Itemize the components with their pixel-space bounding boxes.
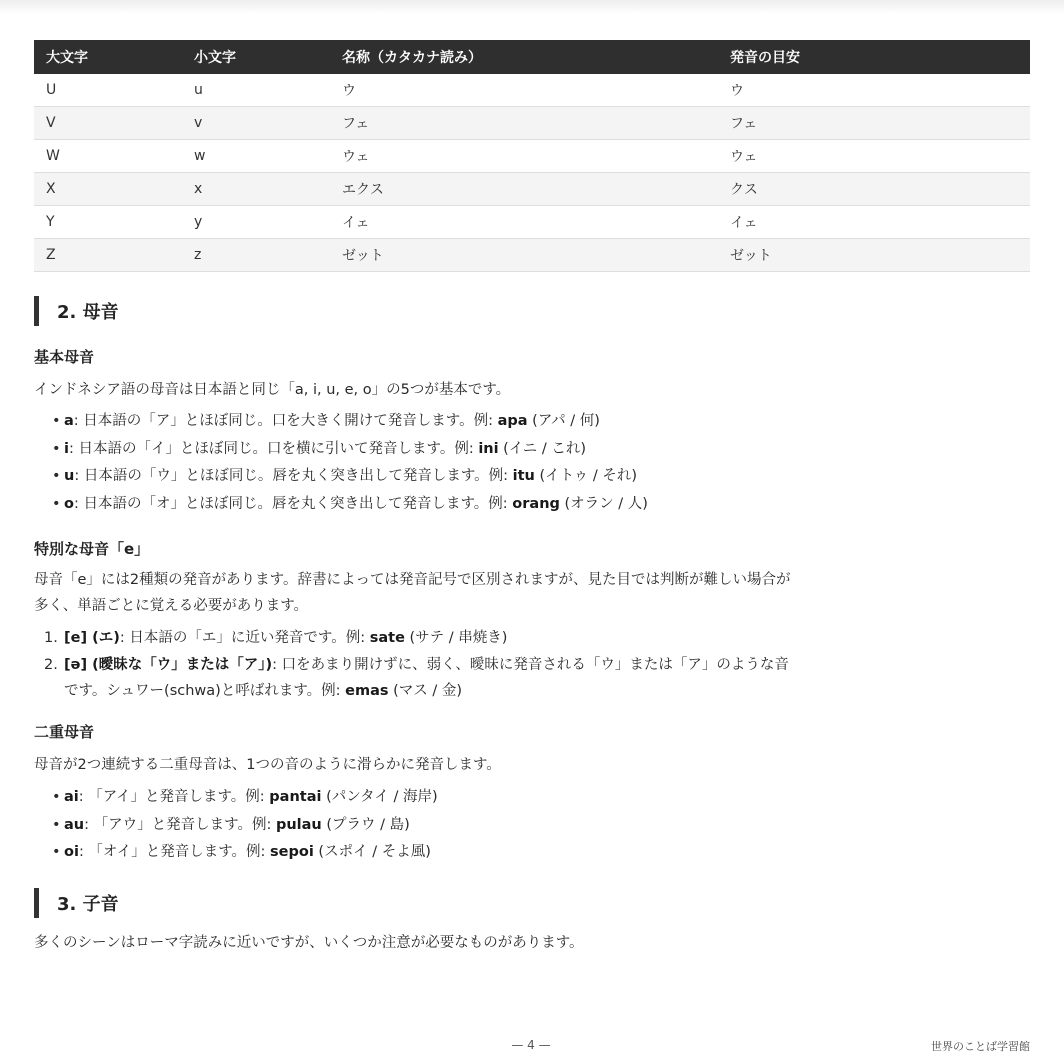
heading-accent-bar <box>34 296 39 326</box>
item-text: : 日本語の「イ」とほぼ同じ。口を横に引いて発音します。例: <box>68 440 479 457</box>
column-header-pronunciation: 発音の目安 <box>718 40 1030 74</box>
vowel-key: a <box>64 413 74 429</box>
heading-accent-bar <box>34 888 39 918</box>
list-item <box>34 625 1030 651</box>
table-cell: ウ <box>718 74 1030 107</box>
section-title: 2. 母音 <box>57 302 119 323</box>
list-item <box>34 784 1030 812</box>
item-text: : 日本語の「オ」とほぼ同じ。唇を丸く突き出して発音します。例: <box>73 495 513 512</box>
subheading-special-e: 特別な母音「e」 <box>34 540 150 558</box>
diphthong-list <box>34 784 1030 867</box>
section-heading-vowels <box>34 295 119 327</box>
example-gloss: (イニ / これ) <box>498 440 587 457</box>
example-word: sepoi <box>270 844 314 860</box>
page-number: — 4 — <box>511 1038 551 1052</box>
table-header-row <box>34 40 1030 74</box>
example-gloss: (アパ / 何) <box>527 413 600 429</box>
vowel-key: au <box>64 816 85 833</box>
item-text: : 口をあまり開けずに、弱く、曖昧に発音される「ウ」または「ア」のような音 <box>272 657 789 673</box>
table-row <box>34 74 1030 107</box>
table-cell: フェ <box>330 107 718 140</box>
table-cell: X <box>34 173 182 206</box>
document-page <box>34 0 1030 1064</box>
table-cell: イェ <box>718 206 1030 239</box>
example-gloss: (プラウ / 島) <box>321 816 410 833</box>
example-gloss: (オラン / 人) <box>559 495 648 512</box>
vowel-key: [e] (エ) <box>64 630 120 646</box>
paragraph-basic-vowels: インドネシア語の母音は日本語と同じ「a, i, u, e, o」の5つが基本です。 <box>34 382 511 398</box>
list-item <box>34 436 1030 464</box>
item-text-continued: です。シュワー(schwa)と呼ばれます。例: <box>64 683 346 699</box>
example-word: itu <box>512 468 535 484</box>
paragraph-diphthongs: 母音が2つ連続する二重母音は、1つの音のように滑らかに発音します。 <box>34 757 501 773</box>
subheading-diphthongs: 二重母音 <box>34 723 95 741</box>
paragraph-special-e <box>34 567 1030 619</box>
item-number: 2. <box>44 657 58 673</box>
column-header-lowercase: 小文字 <box>182 40 330 74</box>
paragraph-line: 多く、単語ごとに覚える必要があります。 <box>34 598 309 614</box>
table-cell: U <box>34 74 182 107</box>
table-cell: ウェ <box>718 140 1030 173</box>
item-text: : 日本語の「ア」とほぼ同じ。口を大きく開けて発音します。例: <box>73 413 498 429</box>
vowel-key: ai <box>64 789 79 805</box>
vowel-key: u <box>64 468 75 484</box>
item-text: : 「アイ」と発音します。例: <box>78 789 270 805</box>
paragraph-consonants: 多くのシーンはローマ字読みに近いですが、いくつか注意が必要なものがあります。 <box>34 935 584 951</box>
example-gloss: (サテ / 串焼き) <box>404 630 508 646</box>
table-cell: y <box>182 206 330 239</box>
table-cell: x <box>182 173 330 206</box>
table-cell: Z <box>34 239 182 272</box>
example-word: sate <box>369 630 405 646</box>
example-word: pantai <box>269 789 322 805</box>
table-cell: エクス <box>330 173 718 206</box>
table-cell: z <box>182 239 330 272</box>
special-e-list <box>34 625 1030 704</box>
table-cell: W <box>34 140 182 173</box>
example-gloss: (イトゥ / それ) <box>534 468 638 484</box>
paragraph-line: 母音「e」には2種類の発音があります。辞書によっては発音記号で区別されますが、見た目では判断が難しい場合が <box>34 572 791 588</box>
item-text: : 日本語の「エ」に近い発音です。例: <box>119 630 370 646</box>
table-cell: u <box>182 74 330 107</box>
table-cell: フェ <box>718 107 1030 140</box>
list-item <box>34 839 1030 867</box>
table-cell: ウ <box>330 74 718 107</box>
table-row <box>34 173 1030 206</box>
example-word: orang <box>512 495 560 512</box>
vowel-key: o <box>64 495 74 512</box>
subheading-basic-vowels: 基本母音 <box>34 348 95 366</box>
table-row <box>34 206 1030 239</box>
alphabet-table <box>34 40 1030 272</box>
item-text: : 「オイ」と発音します。例: <box>78 844 271 860</box>
item-text: : 「アウ」と発音します。例: <box>84 816 276 833</box>
table-row <box>34 140 1030 173</box>
table-cell: V <box>34 107 182 140</box>
footer-site-name: 世界のことば学習館 <box>931 1040 1030 1053</box>
list-item <box>34 812 1030 840</box>
table-cell: v <box>182 107 330 140</box>
vowel-key: [ə] (曖昧な「ウ」または「ア」) <box>64 657 273 673</box>
vowel-key: i <box>64 440 69 457</box>
table-cell: クス <box>718 173 1030 206</box>
table-cell: ゼット <box>718 239 1030 272</box>
example-word: ini <box>478 440 499 457</box>
list-item <box>34 463 1030 491</box>
table-row <box>34 107 1030 140</box>
column-header-name: 名称（カタカナ読み） <box>330 40 718 74</box>
example-gloss: (マス / 金) <box>388 683 463 699</box>
item-number: 1. <box>44 630 58 646</box>
example-gloss: (スポイ / そよ風) <box>313 844 431 860</box>
table-cell: ゼット <box>330 239 718 272</box>
table-cell: イェ <box>330 206 718 239</box>
example-word: pulau <box>275 816 322 833</box>
section-title: 3. 子音 <box>57 894 119 915</box>
vowel-key: oi <box>64 844 79 860</box>
example-word: emas <box>345 683 389 699</box>
section-heading-consonants <box>34 887 119 919</box>
example-gloss: (パンタイ / 海岸) <box>321 789 438 805</box>
list-item <box>34 491 1030 519</box>
item-text: : 日本語の「ウ」とほぼ同じ。唇を丸く突き出して発音します。例: <box>74 468 513 484</box>
table-cell: Y <box>34 206 182 239</box>
table-row <box>34 239 1030 272</box>
list-item <box>34 652 1030 704</box>
basic-vowel-list <box>34 408 1030 518</box>
column-header-uppercase: 大文字 <box>34 40 182 74</box>
list-item <box>34 408 1030 436</box>
table-cell: ウェ <box>330 140 718 173</box>
table-cell: w <box>182 140 330 173</box>
example-word: apa <box>497 413 528 429</box>
